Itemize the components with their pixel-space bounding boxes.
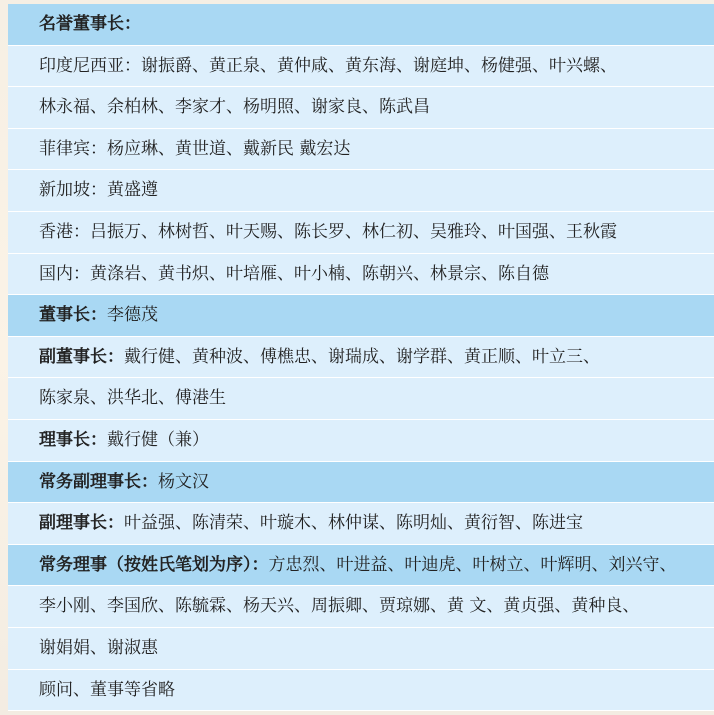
row-vice-chairmen-cont: [8, 378, 714, 420]
row-label: 副理事长：: [39, 513, 124, 534]
row-standing-directors: [8, 545, 714, 587]
row-domestic: [8, 254, 714, 296]
row-text: 叶益强、陈清荣、叶璇木、林仲谋、陈明灿、黄衍智、陈进宝: [124, 513, 583, 534]
row-label: 理事长：: [39, 429, 107, 450]
row-label: 常务副理事长：: [39, 471, 158, 492]
row-president: [8, 420, 714, 462]
row-omitted-note: [8, 670, 714, 712]
row-label: 副董事长：: [39, 346, 124, 367]
row-text: 菲律宾：杨应琳、黄世道、戴新民 戴宏达: [39, 138, 351, 159]
row-philippines: [8, 129, 714, 171]
row-text: 李德茂: [107, 305, 158, 326]
row-indonesia: [8, 46, 714, 88]
row-label: 常务理事（按姓氏笔划为序）：: [39, 554, 269, 575]
row-hongkong: [8, 212, 714, 254]
row-text: 陈家泉、洪华北、傅港生: [39, 388, 226, 409]
row-text: 谢娟娟、谢淑惠: [39, 637, 158, 658]
row-text: 戴行健（兼）: [107, 429, 209, 450]
row-honorary-chairmen-heading: [8, 4, 714, 46]
row-text: 印度尼西亚：谢振爵、黄正泉、黄仲咸、黄东海、谢庭坤、杨健强、叶兴螺、: [39, 55, 617, 76]
row-text: 戴行健、黄种波、傅樵忠、谢瑞成、谢学群、黄正顺、叶立三、: [124, 346, 600, 367]
row-standing-directors-cont: [8, 586, 714, 628]
row-text: 方忠烈、叶进益、叶迪虎、叶树立、叶辉明、刘兴守、: [268, 554, 677, 575]
row-text: 香港：吕振万、林树哲、叶天赐、陈长罗、林仁初、吴雅玲、叶国强、王秋霞: [39, 221, 617, 242]
row-label: 名誉董事长：: [39, 14, 141, 34]
row-label: 董事长：: [39, 305, 107, 326]
row-chairman: [8, 295, 714, 337]
member-list-panel: [8, 4, 714, 711]
row-text: 杨文汉: [158, 471, 209, 492]
row-standing-directors-cont2: [8, 628, 714, 670]
row-text: 李小刚、李国欣、陈毓霖、杨天兴、周振卿、贾琼娜、黄 文、黄贞强、黄种良、: [39, 596, 640, 617]
row-indonesia-cont: [8, 87, 714, 129]
row-text: 国内：黄涤岩、黄书炽、叶培雁、叶小楠、陈朝兴、林景宗、陈自德: [39, 263, 549, 284]
row-vice-chairmen: [8, 337, 714, 379]
row-vice-presidents: [8, 503, 714, 545]
row-text: 顾问、董事等省略: [39, 679, 175, 700]
row-text: 林永福、余柏林、李家才、杨明照、谢家良、陈武昌: [39, 97, 430, 118]
row-text: 新加坡：黄盛遵: [39, 180, 158, 201]
row-singapore: [8, 170, 714, 212]
row-executive-vice-president: [8, 462, 714, 504]
